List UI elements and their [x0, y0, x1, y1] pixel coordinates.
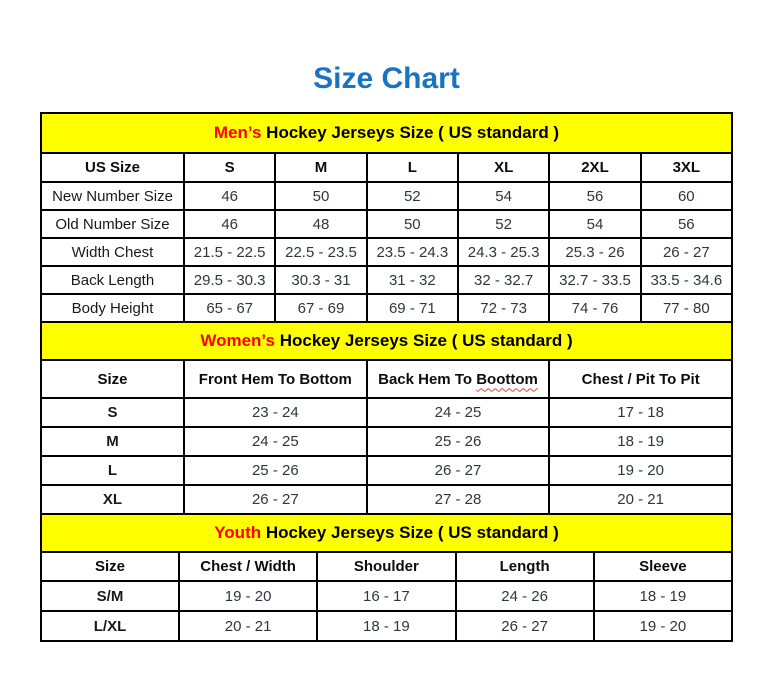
column-header-with-typo: [367, 360, 550, 398]
column-header: L: [367, 153, 458, 182]
size-value-cell: 72 - 73: [458, 294, 549, 322]
size-value-cell: 65 - 67: [184, 294, 275, 322]
size-value-cell: 24.3 - 25.3: [458, 238, 549, 266]
row-label: S: [41, 398, 184, 427]
size-value-cell: 29.5 - 30.3: [184, 266, 275, 294]
table-row: [41, 294, 732, 322]
mens-band-row: [41, 113, 732, 153]
womens-band-title: [41, 322, 732, 360]
womens-band-row: [41, 322, 732, 360]
row-label: Width Chest: [41, 238, 184, 266]
row-label: L: [41, 456, 184, 485]
size-value-cell: 33.5 - 34.6: [641, 266, 732, 294]
column-header: XL: [458, 153, 549, 182]
size-value-cell: 23 - 24: [184, 398, 367, 427]
size-value-cell: 56: [641, 210, 732, 238]
size-value-cell: 26 - 27: [456, 611, 594, 641]
column-header: Front Hem To Bottom: [184, 360, 367, 398]
size-value-cell: 52: [367, 182, 458, 210]
womens-size-table: [40, 321, 733, 515]
column-header: Length: [456, 552, 594, 581]
size-value-cell: 17 - 18: [549, 398, 732, 427]
size-value-cell: 27 - 28: [367, 485, 550, 514]
youth-band-row: [41, 514, 732, 552]
column-header: Shoulder: [317, 552, 455, 581]
size-value-cell: 25 - 26: [184, 456, 367, 485]
youth-band-highlight: Youth: [214, 523, 262, 542]
table-row: [41, 398, 732, 427]
table-row: [41, 456, 732, 485]
column-header: US Size: [41, 153, 184, 182]
size-value-cell: 23.5 - 24.3: [367, 238, 458, 266]
mens-band-title: [41, 113, 732, 153]
size-chart-page: [40, 0, 733, 642]
table-row: [41, 581, 732, 611]
column-header: M: [275, 153, 366, 182]
table-row: [41, 182, 732, 210]
table-row: [41, 427, 732, 456]
size-value-cell: 25 - 26: [367, 427, 550, 456]
size-value-cell: 46: [184, 210, 275, 238]
size-value-cell: 52: [458, 210, 549, 238]
mens-band-rest: Hockey Jerseys Size ( US standard ): [261, 123, 560, 142]
size-value-cell: 16 - 17: [317, 581, 455, 611]
womens-band-highlight: Women’s: [200, 331, 275, 350]
size-value-cell: 32.7 - 33.5: [549, 266, 640, 294]
youth-header-row: [41, 552, 732, 581]
size-value-cell: 19 - 20: [549, 456, 732, 485]
row-label: XL: [41, 485, 184, 514]
column-header: Sleeve: [594, 552, 732, 581]
size-value-cell: 46: [184, 182, 275, 210]
size-value-cell: 19 - 20: [594, 611, 732, 641]
size-value-cell: 50: [275, 182, 366, 210]
size-value-cell: 26 - 27: [367, 456, 550, 485]
column-header: 3XL: [641, 153, 732, 182]
size-value-cell: 31 - 32: [367, 266, 458, 294]
size-value-cell: 69 - 71: [367, 294, 458, 322]
youth-size-table: [40, 513, 733, 642]
row-label: Old Number Size: [41, 210, 184, 238]
row-label: M: [41, 427, 184, 456]
mens-band-highlight: Men’s: [213, 123, 262, 142]
youth-band-rest: Hockey Jerseys Size ( US standard ): [261, 523, 559, 542]
row-label: S/M: [41, 581, 179, 611]
table-row: [41, 485, 732, 514]
youth-band-title: [41, 514, 732, 552]
mens-header-row: [41, 153, 732, 182]
size-value-cell: 26 - 27: [641, 238, 732, 266]
row-label: Back Length: [41, 266, 184, 294]
table-row: [41, 238, 732, 266]
size-value-cell: 18 - 19: [317, 611, 455, 641]
column-header: S: [184, 153, 275, 182]
table-row: [41, 210, 732, 238]
size-value-cell: 21.5 - 22.5: [184, 238, 275, 266]
back-hem-typo-word: Boottom: [476, 370, 538, 388]
mens-size-table: [40, 112, 733, 323]
column-header: 2XL: [549, 153, 640, 182]
size-value-cell: 60: [641, 182, 732, 210]
size-value-cell: 18 - 19: [594, 581, 732, 611]
size-value-cell: 18 - 19: [549, 427, 732, 456]
table-row: [41, 611, 732, 641]
size-value-cell: 56: [549, 182, 640, 210]
size-value-cell: 24 - 26: [456, 581, 594, 611]
size-value-cell: 24 - 25: [367, 398, 550, 427]
size-value-cell: 74 - 76: [549, 294, 640, 322]
size-value-cell: 20 - 21: [179, 611, 317, 641]
back-hem-prefix: Back Hem To: [378, 370, 477, 388]
column-header: Chest / Pit To Pit: [549, 360, 732, 398]
row-label: New Number Size: [41, 182, 184, 210]
size-value-cell: 32 - 32.7: [458, 266, 549, 294]
page-title: Size Chart: [313, 62, 460, 95]
size-value-cell: 22.5 - 23.5: [275, 238, 366, 266]
size-value-cell: 48: [275, 210, 366, 238]
size-value-cell: 26 - 27: [184, 485, 367, 514]
row-label: Body Height: [41, 294, 184, 322]
womens-header-row: [41, 360, 732, 398]
size-value-cell: 67 - 69: [275, 294, 366, 322]
size-value-cell: 24 - 25: [184, 427, 367, 456]
size-value-cell: 25.3 - 26: [549, 238, 640, 266]
size-value-cell: 50: [367, 210, 458, 238]
size-value-cell: 54: [458, 182, 549, 210]
size-value-cell: 77 - 80: [641, 294, 732, 322]
womens-band-rest: Hockey Jerseys Size ( US standard ): [274, 331, 573, 350]
size-value-cell: 20 - 21: [549, 485, 732, 514]
size-value-cell: 54: [549, 210, 640, 238]
table-row: [41, 266, 732, 294]
size-value-cell: 30.3 - 31: [275, 266, 366, 294]
column-header: Size: [41, 360, 184, 398]
column-header: Size: [41, 552, 179, 581]
column-header: Chest / Width: [179, 552, 317, 581]
row-label: L/XL: [41, 611, 179, 641]
size-value-cell: 19 - 20: [179, 581, 317, 611]
